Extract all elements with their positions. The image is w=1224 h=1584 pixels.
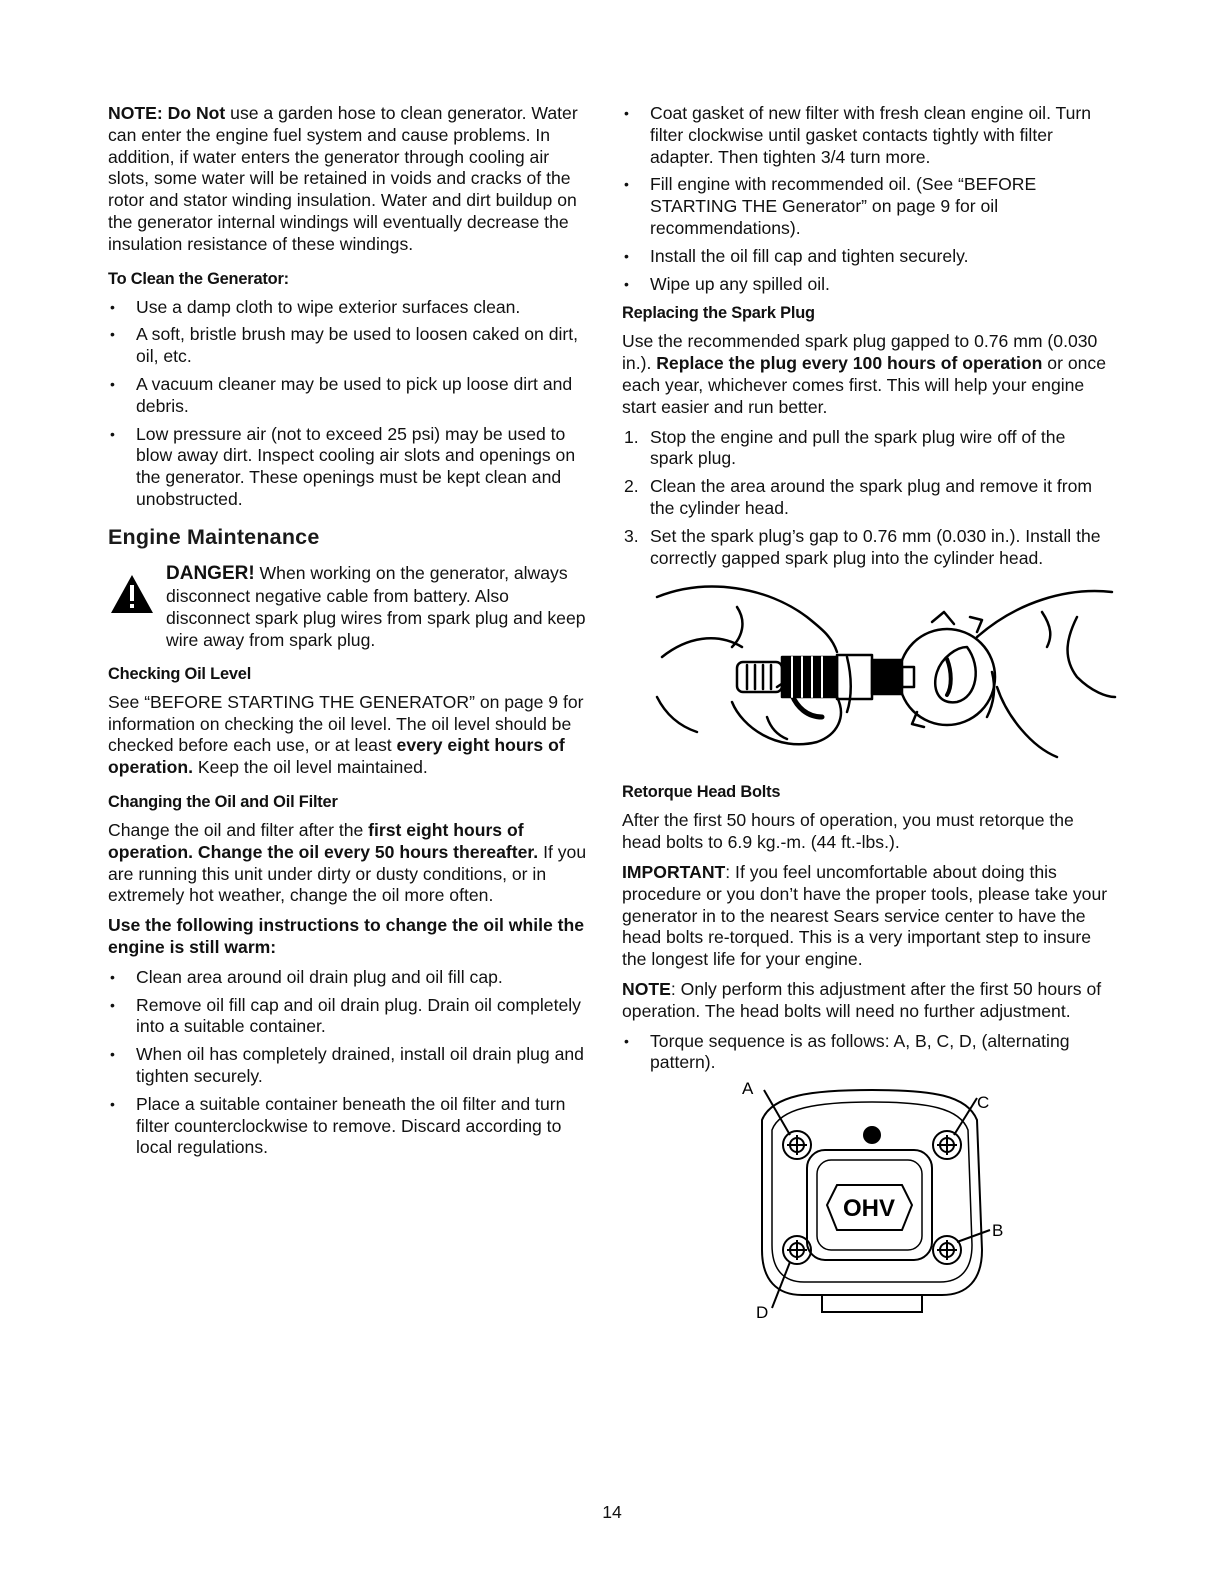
spark-plug-heading: Replacing the Spark Plug: [622, 304, 815, 323]
oil-level-heading: Checking Oil Level: [108, 664, 252, 683]
list-item: • Clean area around oil drain plug and oil fill cap.: [110, 966, 503, 987]
list-item: • Remove oil fill cap and oil drain plug. Drain oil completely into a suitable container.: [110, 994, 581, 1037]
note-label: NOTE: Do Not: [108, 103, 226, 123]
note-text: use a garden hose to clean generator. Water can enter the engine fuel system and cause problems. In addition, if water enters the generator through cooling air slots, some water will be retained in voids and cracks of the rotor and stator winding insulation. Water and dirt buildup on the generator internal windings will eventually decrease the insulation resistance of these windings.: [108, 103, 578, 254]
list-item: • Fill engine with recommended oil. (See “BEFORE STARTING THE Generator” on page 9 for oil recommendations).: [624, 174, 1037, 238]
change-oil-heading: Changing the Oil and Oil Filter: [108, 792, 338, 811]
warm-instruction: Use the following instructions to change the oil while the engine is still warm:: [108, 915, 585, 957]
filter-list: [622, 103, 1112, 295]
list-item: • Wipe up any spilled oil.: [624, 273, 830, 294]
retorque-paragraph: After the first 50 hours of operation, you must retorque the head bolts to 6.9 kg.-m. (44 ft.-lbs.).: [622, 810, 1074, 853]
change-oil-paragraph: Change the oil and filter after the first eight hours of operation. Change the oil every 50 hours thereafter. If you are running this unit under dirty or dusty conditions, or in extremely hot weather, change the oil more often.: [108, 819, 587, 906]
note-paragraph-2: NOTE: Only perform this adjustment after the first 50 hours of operation. The head bolts will need no further adjustment.: [622, 978, 1102, 1021]
danger-notice: [108, 562, 588, 651]
ohv-badge-text: OHV: [842, 1195, 896, 1223]
list-item: • Place a suitable container beneath the oil filter and turn filter counterclockwise to remove. Discard according to local regulations.: [110, 1093, 566, 1158]
spark-plug-illustration: [647, 577, 1112, 772]
right-column: [622, 103, 1112, 1325]
engine-maintenance-heading: Engine Maintenance: [108, 524, 320, 549]
diagram-label-b: B: [992, 1221, 1004, 1241]
warning-triangle-icon: [110, 574, 154, 619]
important-paragraph: IMPORTANT: If you feel uncomfortable about doing this procedure or you don’t have the proper tools, please take your generator in to the nearest Sears service center to have the head bolts re-torqued. This is a very important step to insure the longest life for your engine.: [622, 861, 1108, 970]
list-item: • A soft, bristle brush may be used to loosen caked on dirt, oil, etc.: [110, 324, 579, 367]
oil-level-paragraph: See “BEFORE STARTING THE GENERATOR” on page 9 for information on checking the oil level. The oil level should be checked before each use, or at least every eight hours of operation. Keep the oil level maintained.: [108, 691, 584, 778]
list-item: • Install the oil fill cap and tighten securely.: [624, 245, 969, 266]
change-oil-list: [108, 967, 588, 1159]
list-item: 3. Set the spark plug’s gap to 0.76 mm (0.030 in.). Install the correctly gapped spark plug into the cylinder head.: [624, 525, 1101, 568]
list-item: • Coat gasket of new filter with fresh clean engine oil. Turn filter clockwise until gasket contacts tightly with filter adapter. Then tighten 3/4 turn more.: [624, 103, 1092, 167]
note-paragraph: [108, 103, 588, 256]
spark-steps-list: [622, 427, 1112, 570]
danger-label: DANGER!: [166, 562, 255, 584]
diagram-label-c: C: [977, 1093, 990, 1113]
list-item: 1. Stop the engine and pull the spark plug wire off of the spark plug.: [624, 426, 1066, 469]
left-column: [108, 103, 588, 1165]
list-item: • When oil has completely drained, install oil drain plug and tighten securely.: [110, 1044, 584, 1086]
spark-plug-paragraph: Use the recommended spark plug gapped to 0.76 mm (0.030 in.). Replace the plug every 100 hours of operation or once each year, whichever comes first. This will help your engine start easier and run better.: [622, 331, 1106, 417]
clean-heading: To Clean the Generator:: [108, 269, 289, 288]
page-number: 14: [602, 1502, 622, 1522]
list-item: • Use a damp cloth to wipe exterior surfaces clean.: [110, 296, 521, 317]
list-item: • A vacuum cleaner may be used to pick up loose dirt and debris.: [110, 373, 573, 416]
head-bolt-diagram: [732, 1080, 1112, 1325]
torque-list: [622, 1031, 1112, 1075]
list-item: 2. Clean the area around the spark plug and remove it from the cylinder head.: [624, 476, 1093, 518]
list-item: • Low pressure air (not to exceed 25 psi) may be used to blow away dirt. Inspect cooling air slots and openings on the generator. These openings must be kept clean and unobstructed.: [110, 423, 576, 509]
clean-list: [108, 297, 588, 511]
danger-text: When working on the generator, always disconnect negative cable from battery. Also disconnect spark plug wires from spark plug and keep wire away from spark plug.: [166, 562, 586, 650]
retorque-heading: Retorque Head Bolts: [622, 783, 781, 802]
diagram-label-d: D: [756, 1303, 769, 1321]
list-item: • Torque sequence is as follows: A, B, C, D, (alternating pattern).: [624, 1030, 1070, 1073]
diagram-label-a: A: [742, 1080, 754, 1099]
